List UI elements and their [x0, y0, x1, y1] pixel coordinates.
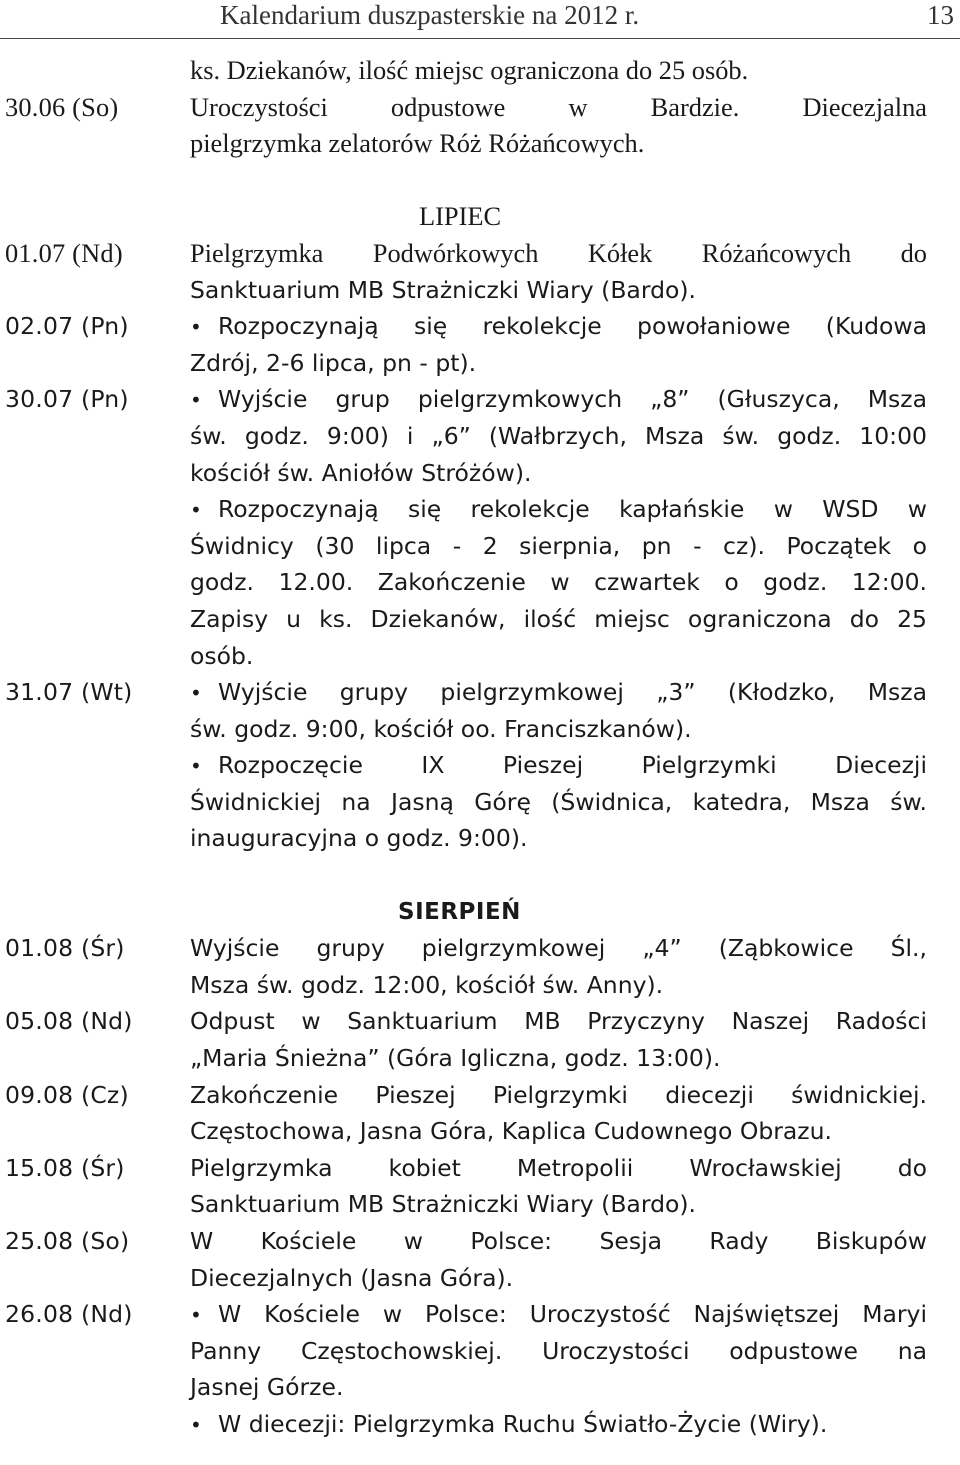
entry-date: 02.07 (Pn) [5, 312, 129, 341]
bullet-icon: • [190, 754, 202, 779]
entry-date: 31.07 (Wt) [5, 678, 133, 707]
entry-continuation [0, 272, 960, 309]
spacer [0, 857, 960, 894]
entry-continuation [0, 564, 960, 601]
entry-text: Jasnej Górze. [190, 1373, 344, 1402]
entry-text: Msza św. godz. 12:00, kościół św. Anny). [190, 970, 664, 999]
entry-text: Sanktuarium MB Strażniczki Wiary (Bardo). [190, 1190, 697, 1219]
header-title: Kalendarium duszpasterskie na 2012 r. [220, 0, 640, 30]
entry-date: 26.08 (Nd) [5, 1300, 133, 1329]
entry-text: „Maria Śnieżna” (Góra Igliczna, godz. 13:00). [190, 1044, 721, 1073]
calendar-entry [0, 381, 960, 418]
entry-continuation [0, 418, 960, 455]
entry-continuation [0, 967, 960, 1004]
entry-text: inauguracyjna o godz. 9:00). [190, 824, 528, 853]
month-heading-lipiec [0, 198, 960, 235]
entry-text: Pielgrzymka Podwórkowych Kółek Różańcowych do [190, 237, 927, 268]
continuation-line [0, 52, 960, 89]
entry-text: Świdnicy (30 lipca - 2 sierpnia, pn - cz). Początek o [190, 531, 927, 560]
month-title: LIPIEC [419, 201, 502, 232]
entry-continuation [0, 784, 960, 821]
entry-text: • Wyjście grup pielgrzymkowych „8” (Głuszyca, Msza [190, 381, 927, 419]
bullet-icon: • [190, 498, 202, 523]
entry-text: Świdnickiej na Jasną Górę (Świdnica, katedra, Msza św. [190, 787, 927, 816]
month-heading-sierpien [0, 894, 960, 931]
entry-text: Sanktuarium MB Strażniczki Wiary (Bardo). [190, 275, 697, 304]
entry-continuation [0, 1369, 960, 1406]
calendar-entry [0, 89, 960, 126]
entry-continuation [0, 638, 960, 675]
entry-continuation [0, 1186, 960, 1223]
month-title: SIERPIEŃ [398, 898, 521, 925]
spacer [0, 162, 960, 199]
entry-text: św. godz. 9:00) i „6” (Wałbrzych, Msza św. godz. 10:00 [190, 421, 927, 450]
entry-date: 01.07 (Nd) [5, 237, 123, 268]
bullet-icon: • [190, 315, 202, 340]
calendar-entry [0, 747, 960, 784]
entry-text: Odpust w Sanktuarium MB Przyczyny Naszej Radości [190, 1007, 927, 1036]
entry-continuation [0, 1113, 960, 1150]
entry-continuation [0, 528, 960, 565]
calendar-entry [0, 1223, 960, 1260]
entry-continuation [0, 345, 960, 382]
running-header [0, 0, 960, 39]
entry-continuation [0, 1333, 960, 1370]
calendar-entry [0, 1077, 960, 1114]
entry-text: Wyjście grupy pielgrzymkowej „4” (Ząbkowice Śl., [190, 934, 927, 963]
entry-continuation [0, 711, 960, 748]
entry-text: • Rozpoczynają się rekolekcje powołaniowe (Kudowa [190, 308, 927, 346]
bullet-icon: • [190, 681, 202, 706]
entry-text: • Rozpoczynają się rekolekcje kapłańskie w WSD w [190, 491, 927, 529]
entry-text: Panny Częstochowskiej. Uroczystości odpustowe na [190, 1336, 927, 1365]
entry-continuation [0, 820, 960, 857]
entry-text: W Kościele w Polsce: Sesja Rady Biskupów [190, 1227, 927, 1255]
entry-text: pielgrzymka zelatorów Róż Różańcowych. [190, 128, 645, 159]
calendar-entry [0, 235, 960, 272]
entry-date: 25.08 (So) [5, 1227, 130, 1255]
entry-text: • Wyjście grupy pielgrzymkowej „3” (Kłodzko, Msza [190, 674, 927, 712]
entry-date: 30.06 (So) [5, 91, 119, 122]
entry-text: św. godz. 9:00, kościół oo. Franciszkanów). [190, 714, 692, 743]
calendar-entry [0, 674, 960, 711]
entry-continuation [0, 1260, 960, 1297]
calendar-entry [0, 491, 960, 528]
bullet-icon: • [190, 1303, 202, 1328]
entry-text: • W Kościele w Polsce: Uroczystość Najświętszej Maryi [190, 1296, 927, 1334]
entry-text: Zdrój, 2-6 lipca, pn - pt). [190, 348, 477, 377]
calendar-entry [0, 1003, 960, 1040]
entry-text: godz. 12.00. Zakończenie w czwartek o godz. 12:00. [190, 568, 927, 597]
entry-continuation [0, 125, 960, 162]
entry-continuation [0, 1040, 960, 1077]
calendar-entry [0, 930, 960, 967]
entry-text: osób. [190, 641, 254, 670]
entry-text: Pielgrzymka kobiet Metropolii Wrocławskiej do [190, 1153, 927, 1182]
calendar-entry [0, 1296, 960, 1333]
entry-text: Zapisy u ks. Dziekanów, ilość miejsc ograniczona do 25 [190, 604, 927, 633]
entry-date: 09.08 (Cz) [5, 1080, 129, 1109]
entry-text: • Rozpoczęcie IX Pieszej Pielgrzymki Diecezji [190, 747, 927, 785]
calendar-entry [0, 1406, 960, 1443]
bullet-icon: • [190, 388, 202, 413]
calendar-content [0, 52, 960, 1443]
entry-text: Zakończenie Pieszej Pielgrzymki diecezji świdnickiej. [190, 1080, 927, 1109]
entry-text: kościół św. Aniołów Stróżów). [190, 458, 532, 487]
entry-text: ks. Dziekanów, ilość miejsc ograniczona do 25 osób. [190, 55, 749, 85]
entry-date: 30.07 (Pn) [5, 385, 129, 414]
entry-date: 05.08 (Nd) [5, 1007, 133, 1036]
page-number: 13 [927, 0, 954, 30]
calendar-entry [0, 308, 960, 345]
entry-date: 15.08 (Śr) [5, 1153, 125, 1182]
entry-date: 01.08 (Śr) [5, 934, 125, 963]
entry-text: • W diecezji: Pielgrzymka Ruchu Światło-Życie (Wiry). [190, 1406, 927, 1444]
bullet-icon: • [190, 1412, 202, 1437]
entry-text: Diecezjalnych (Jasna Góra). [190, 1263, 514, 1292]
entry-continuation [0, 455, 960, 492]
entry-continuation [0, 601, 960, 638]
entry-text: Częstochowa, Jasna Góra, Kaplica Cudownego Obrazu. [190, 1117, 832, 1146]
entry-text: Uroczystości odpustowe w Bardzie. Diecezjalna [190, 91, 927, 122]
calendar-entry [0, 1150, 960, 1187]
